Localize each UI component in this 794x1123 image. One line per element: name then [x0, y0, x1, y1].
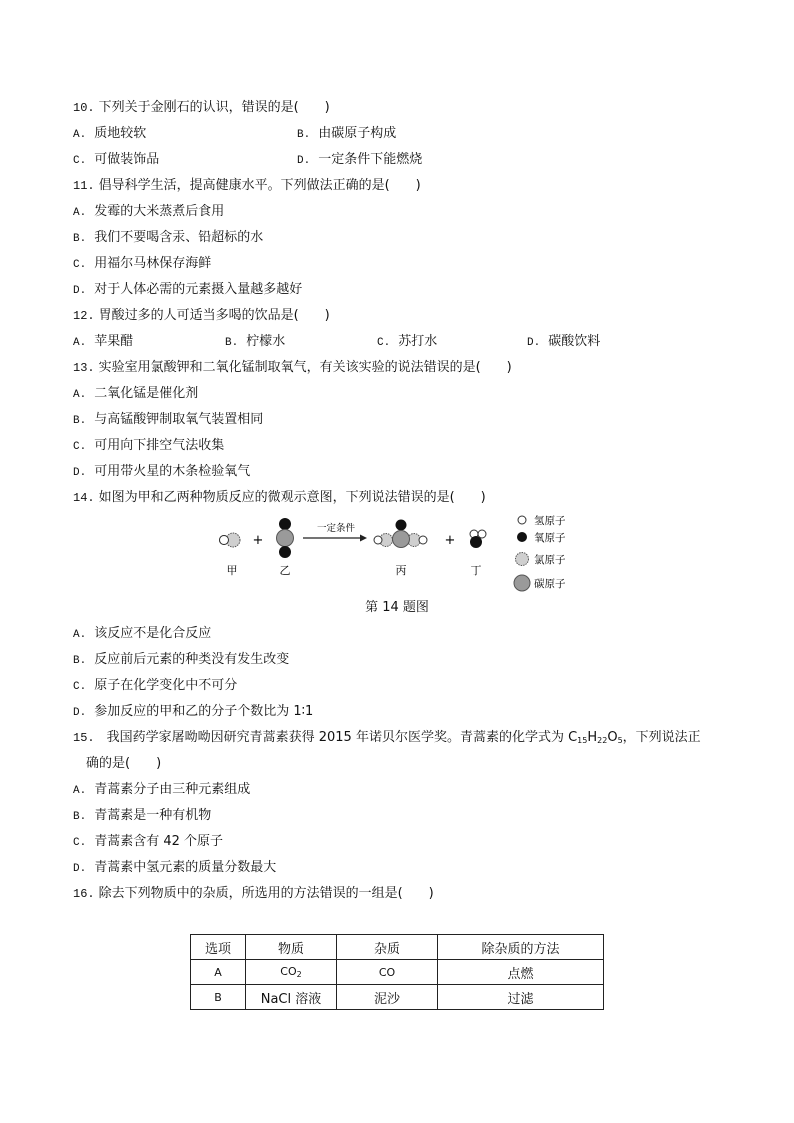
option-a: A. 苹果醋 [73, 334, 134, 349]
option-c: C. 苏打水 [377, 334, 438, 349]
legend-oxygen: 氧原子 [534, 532, 566, 544]
legend [514, 514, 566, 591]
header-option: 选项 [191, 935, 246, 960]
molecule-bing [374, 520, 427, 548]
label-jia: 甲 [226, 564, 238, 577]
label-ding: 丁 [470, 564, 482, 577]
option-d: D. 参加反应的甲和乙的分子个数比为 1∶1 [73, 704, 314, 719]
legend-carbon: 碳原子 [534, 578, 566, 590]
cell-impurity: CO [337, 960, 438, 985]
arrow-label: 一定条件 [316, 523, 356, 534]
option-c: C. 青蒿素含有 42 个原子 [73, 834, 224, 849]
cell-substance: NaCl 溶液 [246, 985, 337, 1010]
cell-option: A [191, 960, 246, 985]
question-15: 15. 我国药学家屠呦呦因研究青蒿素获得 2015 年诺贝尔医学奖。青蒿素的化学式为 $C_{15}H_{22}O_5$，下列说法正 [73, 730, 701, 745]
cell-substance: $CO_2$ [246, 960, 337, 985]
question-12 [73, 307, 330, 325]
option-b: B. 我们不要喝含汞、铅超标的水 [73, 230, 264, 245]
question-stem: 如图为甲和乙两种物质反应的微观示意图，下列说法错误的是( ) [98, 490, 486, 505]
legend-oxygen-marker [517, 532, 527, 542]
option-b: B. 柠檬水 [225, 334, 286, 349]
option-a: A. 质地较软 [73, 126, 147, 141]
option-b: B. 反应前后元素的种类没有发生改变 [73, 652, 290, 667]
question-number: 11. [73, 179, 95, 193]
option-d: D. 可用带火星的木条检验氧气 [73, 464, 251, 479]
cell-method: 点燃 [438, 960, 604, 985]
legend-hydrogen-marker [518, 516, 526, 524]
table-row [191, 985, 604, 1010]
option-c: C. 可用向下排空气法收集 [73, 438, 225, 453]
plus-sign: + [444, 533, 456, 548]
option-a: A. 发霉的大米蒸煮后食用 [73, 204, 225, 219]
option-b: B. 由碳原子构成 [297, 126, 397, 141]
question-number: 15. [73, 731, 95, 745]
legend-chlorine-marker [516, 553, 529, 566]
label-bing: 丙 [395, 564, 407, 577]
question-stem: 除去下列物质中的杂质，所选用的方法错误的一组是( ) [98, 886, 434, 901]
question-number: 16. [73, 887, 95, 901]
figure-caption: 第 14 题图 [365, 600, 429, 615]
question-11 [73, 177, 421, 195]
question-13 [73, 359, 512, 377]
question-stem: 胃酸过多的人可适当多喝的饮品是( ) [98, 308, 330, 323]
question-stem: 下列关于金刚石的认识，错误的是( ) [98, 100, 330, 115]
question-number: 12. [73, 309, 95, 323]
question-number: 14. [73, 491, 95, 505]
question-10 [73, 99, 330, 117]
molecule-yi [277, 518, 294, 558]
option-c: C. 用福尔马林保存海鲜 [73, 256, 212, 271]
question-number: 13. [73, 361, 95, 375]
option-b: B. 与高锰酸钾制取氧气装置相同 [73, 412, 264, 427]
cell-impurity: 泥沙 [337, 985, 438, 1010]
question-15-continued: 确的是( ) [86, 756, 162, 771]
option-c: C. 原子在化学变化中不可分 [73, 678, 238, 693]
option-c: C. 可做装饰品 [73, 152, 160, 167]
option-d: D. 青蒿素中氢元素的质量分数最大 [73, 860, 277, 875]
question-stem: 我国药学家屠呦呦因研究青蒿素获得 2015 年诺贝尔医学奖。青蒿素的化学式为 C [106, 730, 578, 745]
reaction-arrow [303, 535, 367, 542]
table-row [191, 960, 604, 985]
molecule-jia [220, 533, 241, 547]
legend-chlorine: 氯原子 [534, 554, 566, 566]
plus-sign: + [252, 533, 264, 548]
label-yi: 乙 [279, 564, 291, 577]
question-16 [73, 885, 434, 903]
impurity-table [190, 934, 604, 1010]
legend-hydrogen: 氢原子 [534, 515, 566, 527]
option-a: A. 二氧化锰是催化剂 [73, 386, 199, 401]
option-a: A. 青蒿素分子由三种元素组成 [73, 782, 251, 797]
option-a: A. 该反应不是化合反应 [73, 626, 212, 641]
question-number: 10. [73, 101, 95, 115]
option-b: B. 青蒿素是一种有机物 [73, 808, 212, 823]
option-d: D. 一定条件下能燃烧 [297, 152, 423, 167]
molecule-ding [470, 530, 486, 548]
table-header-row [191, 935, 604, 960]
cell-option: B [191, 985, 246, 1010]
legend-carbon-marker [514, 575, 530, 591]
question-stem: 实验室用氯酸钾和二氧化锰制取氧气，有关该实验的说法错误的是( ) [98, 360, 512, 375]
question-stem: 倡导科学生活，提高健康水平。下列做法正确的是( ) [98, 178, 421, 193]
reaction-diagram [210, 512, 590, 594]
cell-method: 过滤 [438, 985, 604, 1010]
option-d: D. 碳酸饮料 [527, 334, 601, 349]
header-impurity: 杂质 [337, 935, 438, 960]
header-substance: 物质 [246, 935, 337, 960]
header-method: 除杂质的方法 [438, 935, 604, 960]
option-d: D. 对于人体必需的元素摄入量越多越好 [73, 282, 303, 297]
question-14 [73, 489, 486, 507]
